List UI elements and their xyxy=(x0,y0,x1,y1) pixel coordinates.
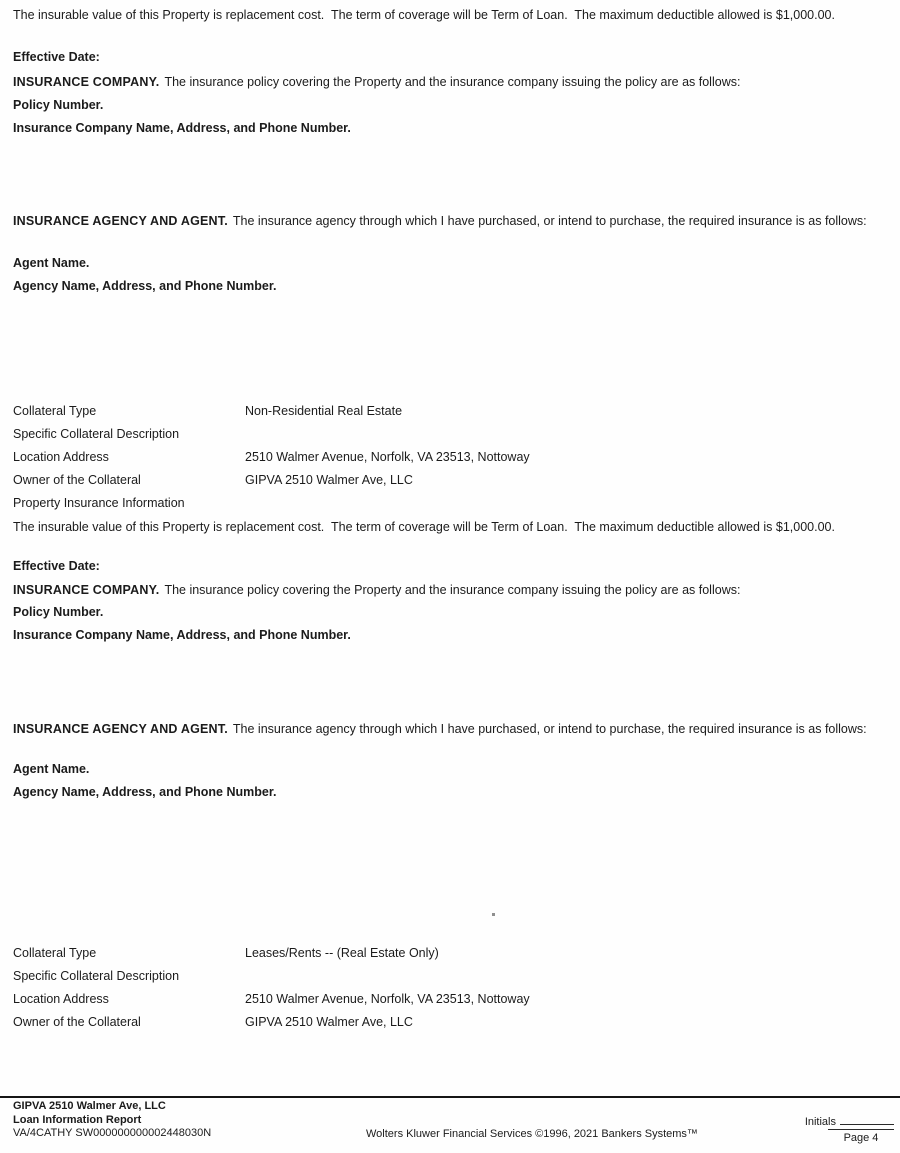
collateral1-type-value: Non-Residential Real Estate xyxy=(245,404,403,418)
insurance-company-heading-2: INSURANCE COMPANY. xyxy=(13,583,160,597)
policy-number-label-2: Policy Number. xyxy=(13,605,104,619)
agency-name-label-1: Agency Name, Address, and Phone Number. xyxy=(13,279,277,293)
policy-number-label-1: Policy Number. xyxy=(13,98,104,112)
collateral1-row-description xyxy=(13,427,887,441)
insurance-company-text-1: The insurance policy covering the Property and the insurance company issuing the policy are as follows: xyxy=(164,75,741,89)
initials-row xyxy=(805,1113,894,1129)
collateral1-type-label: Collateral Type xyxy=(13,404,97,418)
collateral2-row-owner xyxy=(13,1015,887,1029)
collateral1-row-type xyxy=(13,404,887,418)
agency-name-label-2: Agency Name, Address, and Phone Number. xyxy=(13,785,277,799)
insurance-company-text-2: The insurance policy covering the Property and the insurance company issuing the policy are as follows: xyxy=(164,583,741,597)
scan-artifact-dot xyxy=(492,913,495,916)
collateral1-property-insurance-label: Property Insurance Information xyxy=(13,496,185,510)
collateral2-row-type xyxy=(13,946,887,960)
insurance-agency-paragraph-1 xyxy=(13,212,887,230)
collateral1-row-location xyxy=(13,450,887,464)
effective-date-label-1: Effective Date: xyxy=(13,50,100,64)
collateral1-row-property-insurance xyxy=(13,496,887,510)
effective-date-label-2: Effective Date: xyxy=(13,559,100,573)
insurance-company-name-label-1: Insurance Company Name, Address, and Phone Number. xyxy=(13,121,351,135)
insurance-agency-text-2: The insurance agency through which I have purchased, or intend to purchase, the required insurance is as follows: xyxy=(232,722,867,736)
collateral1-location-value: 2510 Walmer Avenue, Norfolk, VA 23513, Nottoway xyxy=(245,450,530,464)
footer-left-block xyxy=(13,1100,211,1141)
collateral2-description-label: Specific Collateral Description xyxy=(13,969,180,983)
agent-name-label-1: Agent Name. xyxy=(13,256,90,270)
collateral1-location-label: Location Address xyxy=(13,450,109,464)
collateral2-owner-value: GIPVA 2510 Walmer Ave, LLC xyxy=(245,1015,413,1029)
collateral1-owner-label: Owner of the Collateral xyxy=(13,473,141,487)
footer-borrower-name: GIPVA 2510 Walmer Ave, LLC xyxy=(13,1100,166,1112)
insurance-company-heading-1: INSURANCE COMPANY. xyxy=(13,75,160,89)
insurance-agency-text-1: The insurance agency through which I have purchased, or intend to purchase, the required insurance is as follows: xyxy=(232,214,867,228)
collateral2-location-label: Location Address xyxy=(13,992,109,1006)
collateral2-type-value: Leases/Rents -- (Real Estate Only) xyxy=(245,946,439,960)
collateral2-type-label: Collateral Type xyxy=(13,946,97,960)
footer-copyright: Wolters Kluwer Financial Services ©1996, 2021 Bankers Systems™ xyxy=(366,1128,698,1140)
insurance-company-paragraph-2 xyxy=(13,581,887,599)
insurance-company-name-label-2: Insurance Company Name, Address, and Phone Number. xyxy=(13,628,351,642)
collateral1-owner-value: GIPVA 2510 Walmer Ave, LLC xyxy=(245,473,413,487)
agent-name-label-2: Agent Name. xyxy=(13,762,90,776)
insurable-value-paragraph-2: The insurable value of this Property is replacement cost. The term of coverage will be Term of Loan. The maximum deductible allowed is $1,000.00. xyxy=(13,520,835,534)
footer-document-title: Loan Information Report xyxy=(13,1113,142,1126)
initials-label: Initials xyxy=(804,1116,836,1128)
collateral1-description-label: Specific Collateral Description xyxy=(13,427,180,441)
footer-right-block xyxy=(805,1113,894,1145)
page-number: Page 4 xyxy=(828,1129,894,1145)
insurance-company-paragraph-1 xyxy=(13,73,887,91)
insurance-agency-heading-2: INSURANCE AGENCY AND AGENT. xyxy=(13,722,228,736)
collateral2-row-location xyxy=(13,992,887,1006)
collateral1-row-owner xyxy=(13,473,887,487)
insurance-agency-heading-1: INSURANCE AGENCY AND AGENT. xyxy=(13,214,228,228)
collateral2-owner-label: Owner of the Collateral xyxy=(13,1015,141,1029)
collateral2-location-value: 2510 Walmer Avenue, Norfolk, VA 23513, Nottoway xyxy=(245,992,530,1006)
footer-form-code: VA/4CATHY SW000000000002448030N xyxy=(13,1127,212,1139)
insurable-value-paragraph-1: The insurable value of this Property is replacement cost. The term of coverage will be Term of Loan. The maximum deductible allowed is $1,000.00. xyxy=(13,8,835,22)
footer-divider xyxy=(0,1096,900,1098)
collateral2-row-description xyxy=(13,969,887,983)
initials-blank-field xyxy=(840,1113,894,1125)
insurance-agency-paragraph-2 xyxy=(13,720,887,738)
